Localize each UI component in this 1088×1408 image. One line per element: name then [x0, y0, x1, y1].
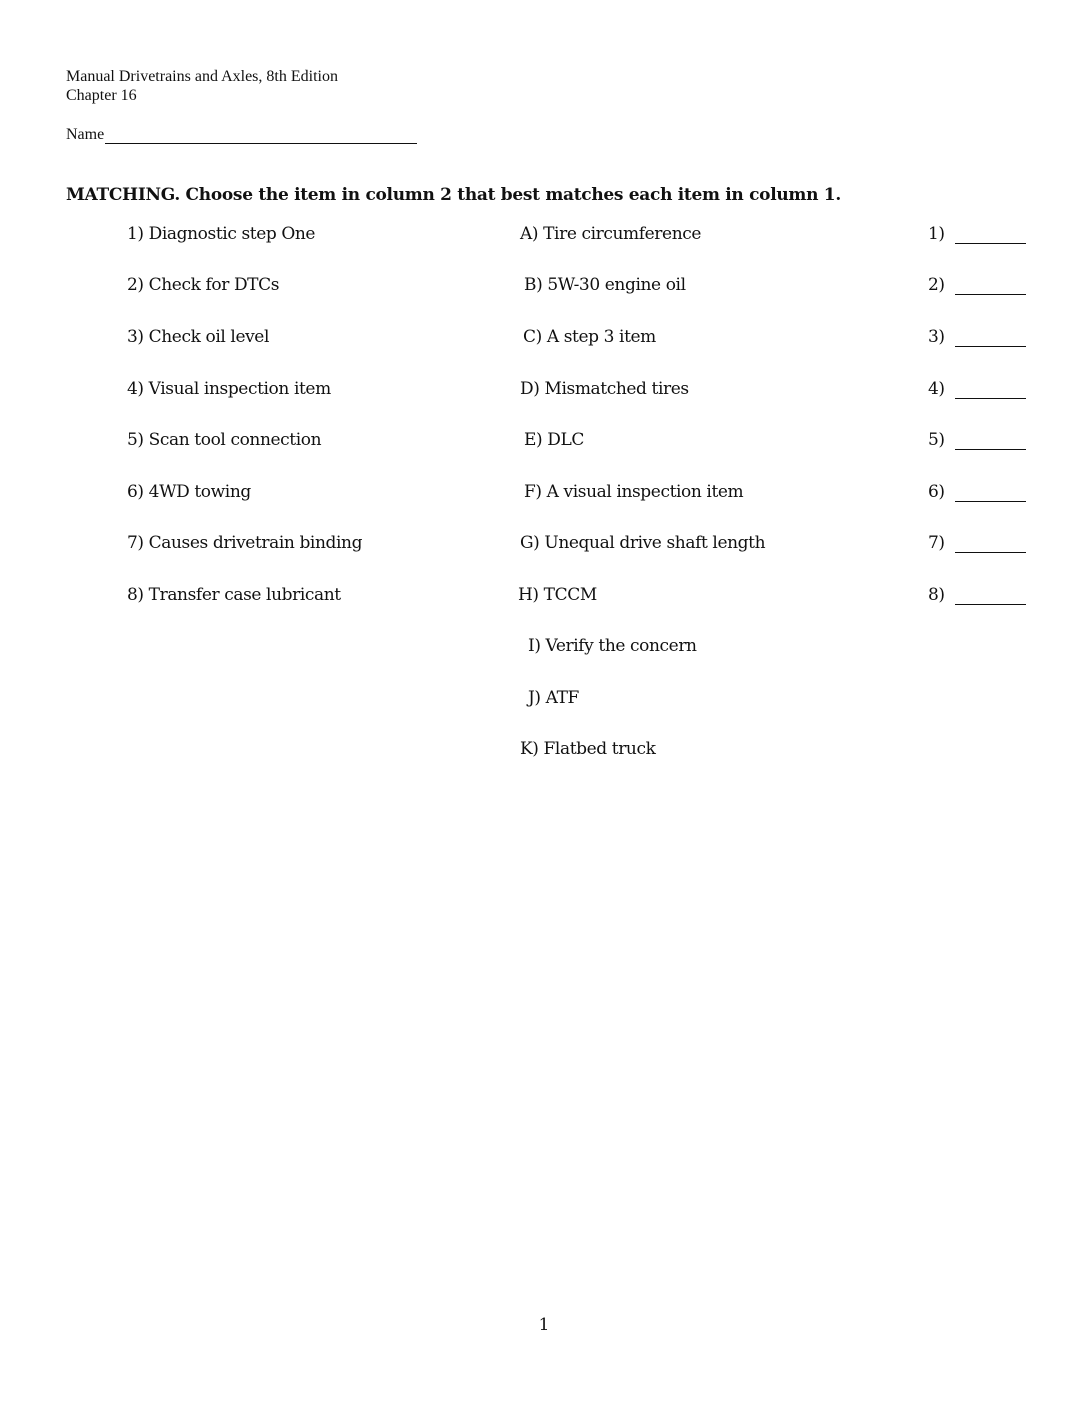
- answer-blank[interactable]: [955, 449, 1026, 450]
- answer-blank[interactable]: [955, 294, 1026, 295]
- column2-item: H) TCCM: [518, 585, 597, 605]
- answer-blank[interactable]: [955, 552, 1026, 553]
- answer-blank[interactable]: [955, 604, 1026, 605]
- column1-item: 7) Causes drivetrain binding: [127, 533, 363, 553]
- column1-item: 2) Check for DTCs: [127, 275, 280, 295]
- matching-instructions: MATCHING. Choose the item in column 2 that best matches each item in column 1.: [66, 185, 841, 205]
- column1-item: 1) Diagnostic step One: [127, 224, 316, 244]
- column2-item: K) Flatbed truck: [520, 739, 656, 759]
- column2-item: J) ATF: [528, 688, 579, 708]
- answer-number: 2): [928, 275, 945, 295]
- column1-item: 3) Check oil level: [127, 327, 270, 347]
- page-number: 1: [538, 1315, 550, 1335]
- answer-blank[interactable]: [955, 243, 1026, 244]
- column2-item: B) 5W-30 engine oil: [524, 275, 686, 295]
- column1-item: 5) Scan tool connection: [127, 430, 322, 450]
- name-field[interactable]: [66, 125, 417, 144]
- column2-item: D) Mismatched tires: [520, 379, 689, 399]
- answer-number: 1): [928, 224, 945, 244]
- column2-item: E) DLC: [524, 430, 584, 450]
- column2-item: A) Tire circumference: [520, 224, 702, 244]
- answer-blank[interactable]: [955, 501, 1026, 502]
- name-blank-line[interactable]: [105, 126, 417, 144]
- column1-item: 6) 4WD towing: [127, 482, 251, 502]
- column2-item: C) A step 3 item: [523, 327, 656, 347]
- column1-item: 8) Transfer case lubricant: [127, 585, 341, 605]
- column2-item: I) Verify the concern: [528, 636, 697, 656]
- answer-number: 3): [928, 327, 945, 347]
- column1-item: 4) Visual inspection item: [127, 379, 331, 399]
- chapter-label: Chapter 16: [66, 87, 137, 104]
- column2-item: F) A visual inspection item: [524, 482, 744, 502]
- book-title: Manual Drivetrains and Axles, 8th Edition: [66, 68, 338, 85]
- column2-item: G) Unequal drive shaft length: [520, 533, 766, 553]
- name-label: Name: [66, 126, 105, 143]
- answer-number: 4): [928, 379, 945, 399]
- answer-blank[interactable]: [955, 398, 1026, 399]
- answer-number: 7): [928, 533, 945, 553]
- answer-number: 5): [928, 430, 945, 450]
- answer-blank[interactable]: [955, 346, 1026, 347]
- answer-number: 8): [928, 585, 945, 605]
- answer-number: 6): [928, 482, 945, 502]
